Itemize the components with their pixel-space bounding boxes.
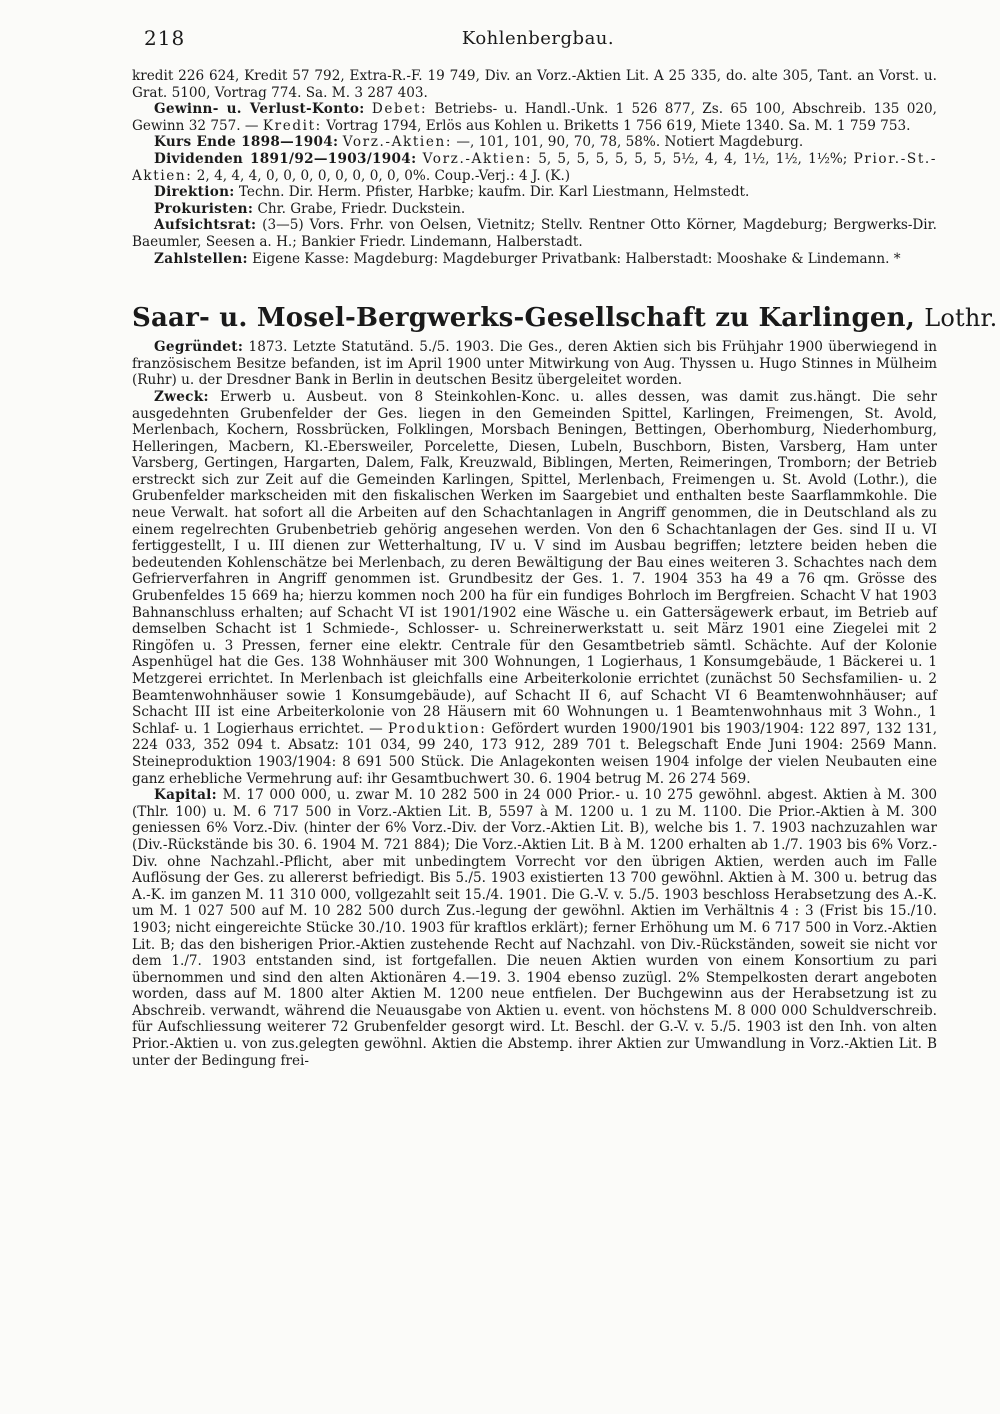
- direktion-label: Direktion:: [154, 184, 235, 201]
- prev-direktion: [132, 184, 937, 201]
- dividenden-prior-text: 2, 4, 4, 4, 0, 0, 0, 0, 0, 0, 0, 0, 0%. Coup.-Verj.: 4 J. (K.): [196, 167, 571, 184]
- dividenden-prior-label: Prior.-St.-Aktien:: [132, 150, 938, 184]
- gegruendet-paragraph: [132, 339, 937, 389]
- prev-prokuristen: [132, 201, 937, 218]
- zahlstellen-text: Eigene Kasse: Magdeburg: Magdeburger Privatbank: Halberstadt: Mooshake & Lindemann. *: [252, 250, 901, 267]
- prev-zahlstellen: [132, 251, 937, 268]
- kapital-paragraph: [132, 787, 937, 1069]
- company-name: Saar- u. Mosel-Bergwerks-Gesellschaft zu Karlingen,: [132, 303, 915, 334]
- prev-bilanz-continued: [132, 68, 937, 101]
- aufsichtsrat-text: (3—5) Vors. Frhr. von Oelsen, Vietnitz; Stellv. Rentner Otto Körner, Magdeburg; Bergwerks-Dir. Baeumler, Seesen a. H.; Bankier Friedr. Lindemann, Halberstadt.: [132, 217, 937, 250]
- running-title: Kohlenbergbau.: [461, 28, 615, 49]
- dividenden-vorz-label: Vorz.-Aktien:: [422, 150, 532, 167]
- debet-label: Debet:: [371, 101, 428, 118]
- kapital-label: Kapital:: [154, 787, 217, 804]
- produktion-text: Gefördert wurden 1900/1901 bis 1903/1904: 122 897, 132 131, 224 033, 352 094 t. Absatz: 101 034, 99 240, 173 912, 289 701 t. Belegschaft Ende Juni 1904: 2569 Mann. Steineproduktion 1903/1904: 8 691 500 Stück. Die Anlagekonten weisen 1904 infolge der vielen Neubauten eine ganz erhebliche Vermehrung auf: ihr Gesamtbuchwert 30. 6. 1904 betrug M. 26 274 569.: [132, 720, 938, 787]
- dividenden-label: Dividenden 1891/92—1903/1904:: [154, 150, 417, 167]
- page-header: [138, 26, 938, 56]
- page-number: 218: [144, 26, 186, 50]
- kredit-text: Vortrag 1794, Erlös aus Kohlen u. Briketts 1 756 619, Miete 1340. Sa. M. 1 759 753.: [326, 117, 911, 134]
- debet-text: Betriebs- u. Handl.-Unk. 1 526 877, Zs. 65 100, Abschreib. 135 020, Gewinn 32 757. —: [132, 101, 938, 134]
- company-location: Lothr.: [924, 304, 998, 333]
- dividenden-vorz-text: 5, 5, 5, 5, 5, 5, 5, 5½, 4, 4, 1½, 1½, 1½%;: [538, 150, 848, 167]
- gegruendet-label: Gegründet:: [154, 339, 244, 356]
- gewinn-verlust-label: Gewinn- u. Verlust-Konto:: [154, 101, 365, 118]
- produktion-label: Produktion:: [387, 720, 487, 737]
- zweck-paragraph: [132, 389, 937, 787]
- kapital-text: M. 17 000 000, u. zwar M. 10 282 500 in 24 000 Prior.- u. 10 275 gewöhnl. abgest. Aktien à M. 300 (Thlr. 100) u. M. 6 717 500 in Vorz.-Aktien Lit. B, 5597 à M. 1200 u. 1 zu M. 1100. Die Prior.-Aktien à M. 300 geniessen 6% Vorz.-Div. (hinter der 6% Vorz.-Div. der Vorz.-Aktien Lit. B), welche bis 1. 7. 1903 nachzuzahlen war (Div.-Rückstände bis 30. 6. 1904 M. 721 884); Die Vorz.-Aktien Lit. B à M. 1200 erhalten ab 1./7. 1903 bis 6% Vorz.-Div. ohne Nachzahl.-Pflicht, aber mit unbedingtem Vorrecht vor den übrigen Aktien, werden auch im Falle Auflösung der Ges. zu allererst befriedigt. Bis 5./5. 1903 existierten 13 700 gewöhnl. Aktien à M. 300 u. betrug das A.-K. im ganzen M. 11 310 000, vollgezahlt seit 15./4. 1901. Die G.-V. v. 5./5. 1903 beschloss Herabsetzung des A.-K. um M. 1 027 500 auf M. 10 282 500 durch Zus.-legung der gewöhnl. Aktien im Verhältnis 4 : 3 (Frist bis 15./10. 1903; nicht eingereichte Stücke 30./10. 1903 für kraftlos erklärt); ferner Erhöhung um M. 6 717 500 in Vorz.-Aktien Lit. B; das den bisherigen Prior.-Aktien zustehende Recht auf Nachzahl. von Div.-Rückständen, soweit sie nicht vor dem 1./7. 1903 entstanden sind, ist fortgefallen. Die neuen Aktien wurden von einem Konsortium zu pari übernommen und sind den alten Aktionären 4.—19. 3. 1904 ebenso zuzügl. 2% Stempelkosten derart angeboten worden, dass auf M. 1800 alter Aktien M. 1200 neue entfielen. Der Buchgewinn aus der Herabsetzung ist zu Abschreib. verwandt, während die Neuausgabe von Aktien u. event. von höchstens M. 8 000 000 Schuldverschreib. für Aufschliessung weiterer 72 Grubenfelder gesorgt wird. Lt. Beschl. der G.-V. v. 5./5. 1903 ist den Inh. von alten Prior.-Aktien u. von zus.gelegten gewöhnl. Aktien die Abstemp. ihrer Aktien zur Umwandlung in Vorz.-Aktien Lit. B unter der Bedingung frei-: [132, 787, 937, 1069]
- direktion-text: Techn. Dir. Herm. Pfister, Harbke; kaufm. Dir. Karl Liestmann, Helmstedt.: [238, 184, 750, 201]
- bilanz-text: kredit 226 624, Kredit 57 792, Extra-R.-F. 19 749, Div. an Vorz.-Aktien Lit. A 25 335, do. alte 305, Tant. an Vorst. u. Grat. 5100, Vortrag 774. Sa. M. 3 287 403.: [132, 68, 937, 101]
- prev-dividenden: [132, 151, 937, 184]
- prokuristen-text: Chr. Grabe, Friedr. Duckstein.: [257, 200, 466, 217]
- prev-aufsichtsrat: [132, 217, 937, 250]
- main-text: [132, 68, 998, 1069]
- prokuristen-label: Prokuristen:: [154, 200, 254, 217]
- aufsichtsrat-label: Aufsichtsrat:: [154, 217, 257, 234]
- prev-gewinn-verlust: [132, 101, 937, 134]
- zweck-text: Erwerb u. Ausbeut. von 8 Steinkohlen-Konc. u. alles dessen, was damit zus.hängt. Die sehr ausgedehnten Grubenfelder der Ges. liegen in den Gemeinden Spittel, Karlingen, Freimengen, St. Avold, Merlenbach, Kochern, Rossbrücken, Folklingen, Morsbach Beningen, Bettingen, Oberhomburg, Niederhomburg, Helleringen, Macbern, Kl.-Ebersweiler, Porcelette, Diesen, Lubeln, Buschborn, Bisten, Varsberg, Ham unter Varsberg, Gertingen, Hargarten, Dalem, Falk, Kreuzwald, Biblingen, Merten, Reimeringen, Tromborn; der Betrieb erstreckt sich zur Zeit auf die Gemeinden Karlingen, Spittel, Merlenbach, Freimengen u. St. Avold (Lothr.), die Grubenfelder markscheiden mit den fiskalischen Werken im Saargebiet und enthalten beste Saarflammkohle. Die neue Verwalt. hat sofort all die Arbeiten auf den Schachtanlagen in Angriff genommen, die in Deutschland als zu einem regelrechten Grubenbetrieb gehörig angesehen werden. Von den 6 Schachtanlagen der Ges. sind II u. VI fertiggestellt, I u. III dienen zur Wetterhaltung, IV u. V sind im Ausbau begriffen; letztere beiden heben die bedeutenden Kohlenschätze bei Merlenbach, zu deren Bewältigung der Bau eines weiteren 3. Schachtes nach dem Gefrierverfahren in Angriff genommen ist. Grundbesitz der Ges. 1. 7. 1904 353 ha 49 a 76 qm. Grösse des Grubenfeldes 15 669 ha; hierzu kommen noch 200 ha für ein fundiges Bohrloch im Bergfreien. Schacht V hat 1903 Bahnanschluss erhalten; auf Schacht VI ist 1901/1902 eine Wäsche u. ein Gattersägewerk erbaut, im Betrieb auf demselben Schacht ist 1 Schmiede-, Schlosser- u. Schreinerwerkstatt u. seit März 1901 eine Ziegelei mit 2 Ringöfen u. 3 Pressen, ferner eine elektr. Centrale für den Gesamtbetrieb sämtl. Schächte. Auf der Kolonie Aspenhügel hat die Ges. 138 Wohnhäuser mit 300 Wohnungen, 1 Logierhaus, 1 Konsumgebäude, 1 Bäckerei u. 1 Metzgerei errichtet. In Merlenbach ist gleichfalls eine Arbeiterkolonie errichtet (zunächst 50 Sechsfamilien- u. 2 Beamtenwohnhäuser sowie 1 Konsumgebäude), auf Schacht II 6, auf Schacht VI 6 Beamtenwohnhäuser; auf Schacht III ist eine Arbeiterkolonie von 28 Häusern mit 60 Wohnungen u. 1 Beamtenwohnhaus mit 3 Wohn., 1 Schlaf- u. 1 Logierhaus errichtet. —: [132, 388, 937, 737]
- zweck-label: Zweck:: [154, 388, 209, 405]
- kredit-label: Kredit:: [262, 117, 322, 134]
- gegruendet-text: 1873. Letzte Statutänd. 5./5. 1903. Die Ges., deren Aktien sich bis Frühjahr 1900 überwiegend in französischem Besitze befanden, ist im April 1900 unter Mitwirkung von Aug. Thyssen u. Hugo Stinnes in Mülheim (Ruhr) u. der Dresdner Bank in Berlin in deutschen Besitz übergeleitet worden.: [132, 339, 937, 389]
- kurs-label: Kurs Ende 1898—1904:: [154, 134, 339, 151]
- company-heading: [132, 303, 998, 334]
- kurs-vorz-label: Vorz.-Aktien:: [342, 134, 453, 151]
- kurs-text: —, 101, 101, 90, 70, 78, 58%. Notiert Magdeburg.: [456, 134, 804, 151]
- zahlstellen-label: Zahlstellen:: [154, 250, 248, 267]
- prev-kurs: [132, 134, 937, 151]
